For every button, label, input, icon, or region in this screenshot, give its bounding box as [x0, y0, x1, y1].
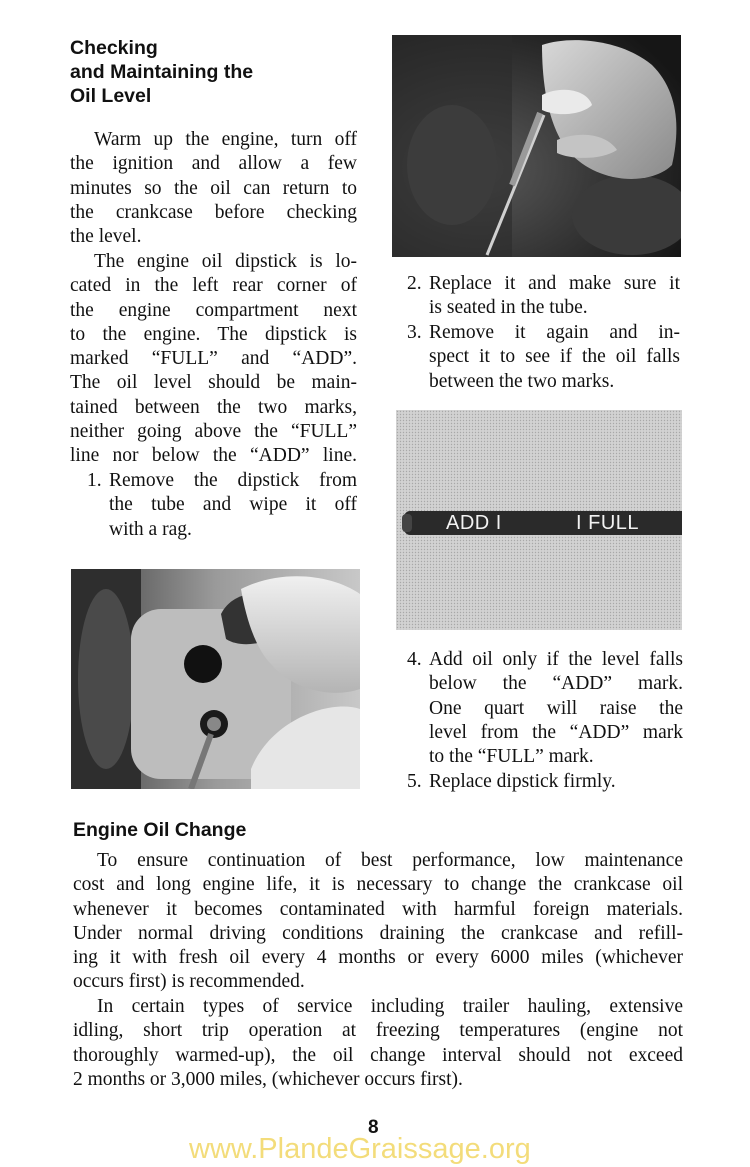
- text-line: level from the “ADD” mark: [429, 721, 683, 743]
- list-item-step-4: [407, 648, 683, 773]
- text-line: ing it with fresh oil every 4 months or every 6000 miles (whichever: [73, 947, 683, 969]
- paragraph-oil-change-interval: [73, 849, 683, 995]
- step-number: 2.: [407, 273, 422, 294]
- list-item-step-3: [407, 321, 680, 396]
- text-line: with a rag.: [109, 518, 192, 540]
- full-mark-label: I FULL: [576, 512, 640, 534]
- section-heading-oil-change: [73, 818, 473, 842]
- text-line: cated in the left rear corner of: [70, 275, 357, 297]
- text-line: the crankcase before checking: [70, 201, 357, 223]
- heading-line: Oil Level: [70, 85, 152, 107]
- text-line: marked “FULL” and “ADD”.: [70, 348, 357, 370]
- photo-adding-oil: [71, 569, 360, 789]
- text-line: the level.: [70, 226, 142, 248]
- step-number: 5.: [407, 771, 422, 792]
- paragraph-dipstick-location: [70, 250, 357, 469]
- text-line: tained between the two marks,: [70, 396, 357, 418]
- heading-line: and Maintaining the: [70, 61, 254, 83]
- photo-dipstick-removal: [392, 35, 681, 257]
- list-item-step-1: [87, 469, 357, 544]
- dipstick-graphic: [396, 410, 682, 630]
- text-line: The oil level should be main-: [70, 372, 357, 394]
- section-heading-oil-level: [70, 36, 370, 108]
- text-line: the ignition and allow a few: [70, 153, 357, 175]
- heading-line: Engine Oil Change: [73, 819, 247, 841]
- text-line: 2 months or 3,000 miles, (whichever occurs first).: [73, 1068, 463, 1090]
- list-item-step-2: [407, 272, 680, 322]
- page-number: 8: [368, 1117, 379, 1138]
- text-line: spect it to see if the oil falls: [429, 346, 680, 368]
- text-line: idling, short trip operation at freezing temperatures (engine not: [73, 1020, 683, 1042]
- text-line: Remove it again and in-: [429, 322, 680, 343]
- text-line: In certain types of service including trailer hauling, extensive: [97, 996, 683, 1017]
- watermark-url: www.PlandeGraissage.org: [189, 1133, 531, 1165]
- text-line: line nor below the “ADD” line.: [70, 445, 357, 467]
- step-number: 3.: [407, 322, 422, 343]
- text-line: thoroughly warmed-up), the oil change interval should not exceed: [73, 1044, 683, 1066]
- text-line: the engine compartment next: [70, 299, 357, 321]
- text-line: below the “ADD” mark.: [429, 673, 683, 695]
- text-line: neither going above the “FULL”: [70, 421, 357, 443]
- text-line: Replace it and make sure it: [429, 273, 680, 294]
- text-line: One quart will raise the: [429, 697, 683, 719]
- text-line: To ensure continuation of best performance, low maintenance: [97, 850, 683, 871]
- text-line: to the “FULL” mark.: [429, 746, 594, 768]
- list-item-step-5: [407, 770, 683, 796]
- text-line: the tube and wipe it off: [109, 494, 357, 516]
- text-line: between the two marks.: [429, 370, 615, 392]
- text-line: The engine oil dipstick is lo-: [94, 251, 357, 272]
- text-line: Under normal driving conditions draining the crankcase and refill-: [73, 922, 683, 944]
- paragraph-severe-service: [73, 995, 683, 1092]
- text-line: Replace dipstick firmly.: [429, 771, 616, 792]
- dipstick-marks-illustration: [396, 410, 682, 630]
- text-line: whenever it becomes contaminated with harmful foreign materials.: [73, 898, 683, 920]
- text-line: Remove the dipstick from: [109, 470, 357, 491]
- paragraph-warm-up: [70, 128, 357, 249]
- text-line: minutes so the oil can return to: [70, 177, 357, 199]
- photo-illustration: [392, 35, 681, 257]
- photo-illustration: [71, 569, 360, 789]
- text-line: cost and long engine life, it is necessary to change the crankcase oil: [73, 874, 683, 896]
- text-line: occurs first) is recommended.: [73, 971, 305, 993]
- text-line: is seated in the tube.: [429, 297, 588, 319]
- text-line: Add oil only if the level falls: [429, 649, 683, 670]
- heading-line: Checking: [70, 37, 158, 59]
- step-number: 4.: [407, 649, 422, 670]
- add-mark-label: ADD I: [446, 512, 502, 534]
- text-line: Warm up the engine, turn off: [94, 129, 357, 150]
- step-number: 1.: [87, 470, 102, 491]
- text-line: to the engine. The dipstick is: [70, 323, 357, 345]
